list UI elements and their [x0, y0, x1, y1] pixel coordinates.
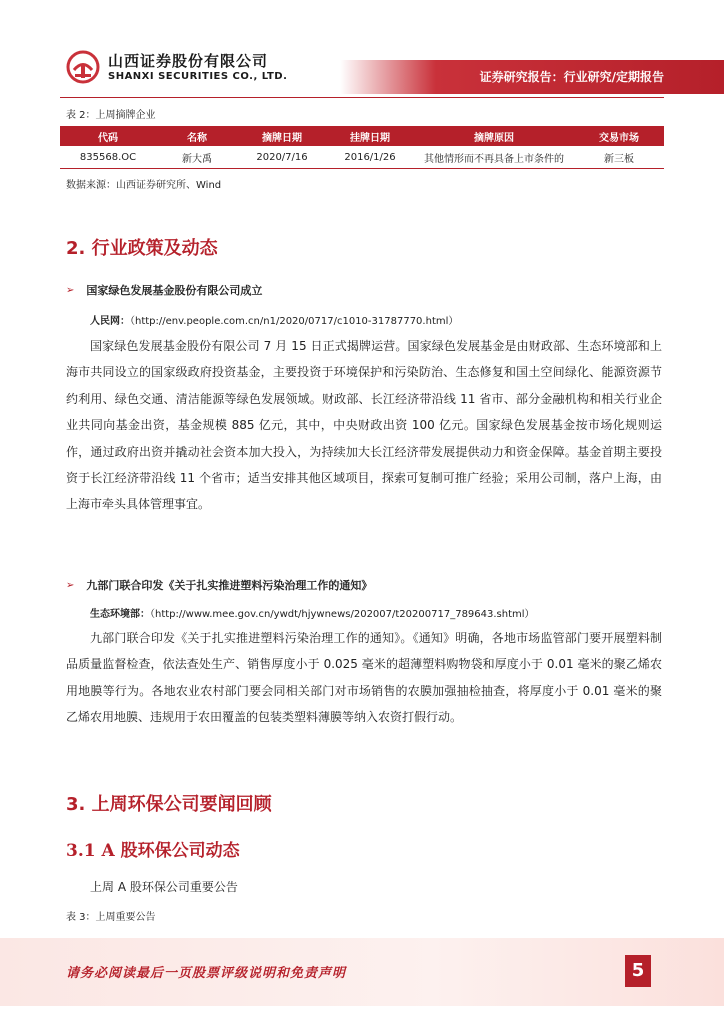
- news-item-1-body: 国家绿色发展基金股份有限公司 7 月 15 日正式揭牌运营。国家绿色发展基金是由财政部、生态环境部和上海市共同设立的国家级政府投资基金，主要投资于环境保护和污染防治、生态修复和国土空间绿化、能源资源节约利用、绿色交通、清洁能源等绿色发展领域。财政部、长江经济带沿线 11 省市、部分金融机构和相关行业企业共同向基金出资，基金规模 885 亿元，其中，中央财政出资 100 亿元。国家绿色发展基金按市场化规则运作，通过政府出资并撬动社会资本加大投入，为持续加大长江经济带发展提供动力和资金保障。基金首期主要投资于长江经济带沿线 11 个省市；适当安排其他区域项目，探索可复制可推广经验；采用公司制，落户上海，由上海市牵头具体管理事宜。: [66, 339, 662, 512]
- table-header-row: [60, 126, 664, 146]
- table3-caption: 表 3：上周重要公告: [66, 912, 156, 923]
- table-cell: 新大禹: [156, 146, 238, 169]
- company-logo-icon: [66, 50, 100, 84]
- section-3-intro: 上周 A 股环保公司重要公告: [90, 880, 238, 894]
- footer-disclaimer: 请务必阅读最后一页股票评级说明和免责声明: [66, 966, 347, 981]
- source-label: 生态环境部：: [90, 609, 150, 620]
- table-header-cell: 摘牌日期: [238, 126, 326, 146]
- table-header-cell: 名称: [156, 126, 238, 146]
- news-item-2-title: [66, 577, 372, 593]
- news-item-title: 九部门联合印发《关于扎实推进塑料污染治理工作的通知》: [86, 579, 373, 592]
- table2-caption: 表 2：上周摘牌企业: [66, 110, 156, 121]
- table-header-cell: 代码: [60, 126, 156, 146]
- company-name-en: SHANXI SECURITIES CO., LTD.: [108, 70, 288, 82]
- table-header-cell: 交易市场: [574, 126, 664, 146]
- section-2-heading: 2. 行业政策及动态: [66, 238, 218, 259]
- table2-source: 数据来源：山西证券研究所、Wind: [66, 180, 222, 191]
- table-cell: 2016/1/26: [326, 146, 414, 169]
- bullet-arrow-icon: ➢: [66, 579, 75, 591]
- header-divider: [60, 97, 664, 98]
- page-header: [0, 0, 724, 98]
- news-item-1-title: [66, 282, 262, 298]
- section-3-heading: 3. 上周环保公司要闻回顾: [66, 794, 272, 815]
- report-type: 证券研究报告：行业研究/定期报告: [479, 70, 664, 84]
- table-cell: 2020/7/16: [238, 146, 326, 169]
- table-header-cell: 挂牌日期: [326, 126, 414, 146]
- news-item-2-source: [90, 605, 535, 620]
- page-number: 5: [625, 955, 651, 987]
- section-3-1-heading: 3.1 A 股环保公司动态: [66, 841, 240, 861]
- company-name-cn: 山西证券股份有限公司: [108, 51, 269, 70]
- header-band: [340, 60, 724, 94]
- bullet-arrow-icon: ➢: [66, 284, 75, 296]
- table-row: [60, 146, 664, 169]
- table-cell: 其他情形而不再具备上市条件的: [414, 146, 574, 169]
- table-cell: 835568.OC: [60, 146, 156, 169]
- company-logo: [66, 50, 287, 84]
- news-item-2-body: 九部门联合印发《关于扎实推进塑料污染治理工作的通知》。《通知》明确，各地市场监管部门要开展塑料制品质量监督检查，依法查处生产、销售厚度小于 0.025 毫米的超薄塑料购物袋和厚度小于 0.01 毫米的聚乙烯农用地膜等行为。各地农业农村部门要会同相关部门对市场销售的农膜加强抽检抽查，将厚度小于 0.01 毫米的聚乙烯农用地膜、违规用于农田覆盖的包装类塑料薄膜等纳入农资打假行动。: [66, 631, 662, 725]
- source-url-link[interactable]: （http://env.people.com.cn/n1/2020/0717/c1010-31787770.html）: [130, 316, 459, 327]
- source-url-link[interactable]: （http://www.mee.gov.cn/ywdt/hjywnews/202007/t20200717_789643.shtml）: [150, 609, 535, 620]
- table-cell: 新三板: [574, 146, 664, 169]
- news-item-1-source: [90, 312, 458, 327]
- table-header-cell: 摘牌原因: [414, 126, 574, 146]
- delisted-companies-table: [60, 126, 664, 169]
- source-label: 人民网：: [90, 316, 130, 327]
- news-item-title: 国家绿色发展基金股份有限公司成立: [86, 284, 263, 297]
